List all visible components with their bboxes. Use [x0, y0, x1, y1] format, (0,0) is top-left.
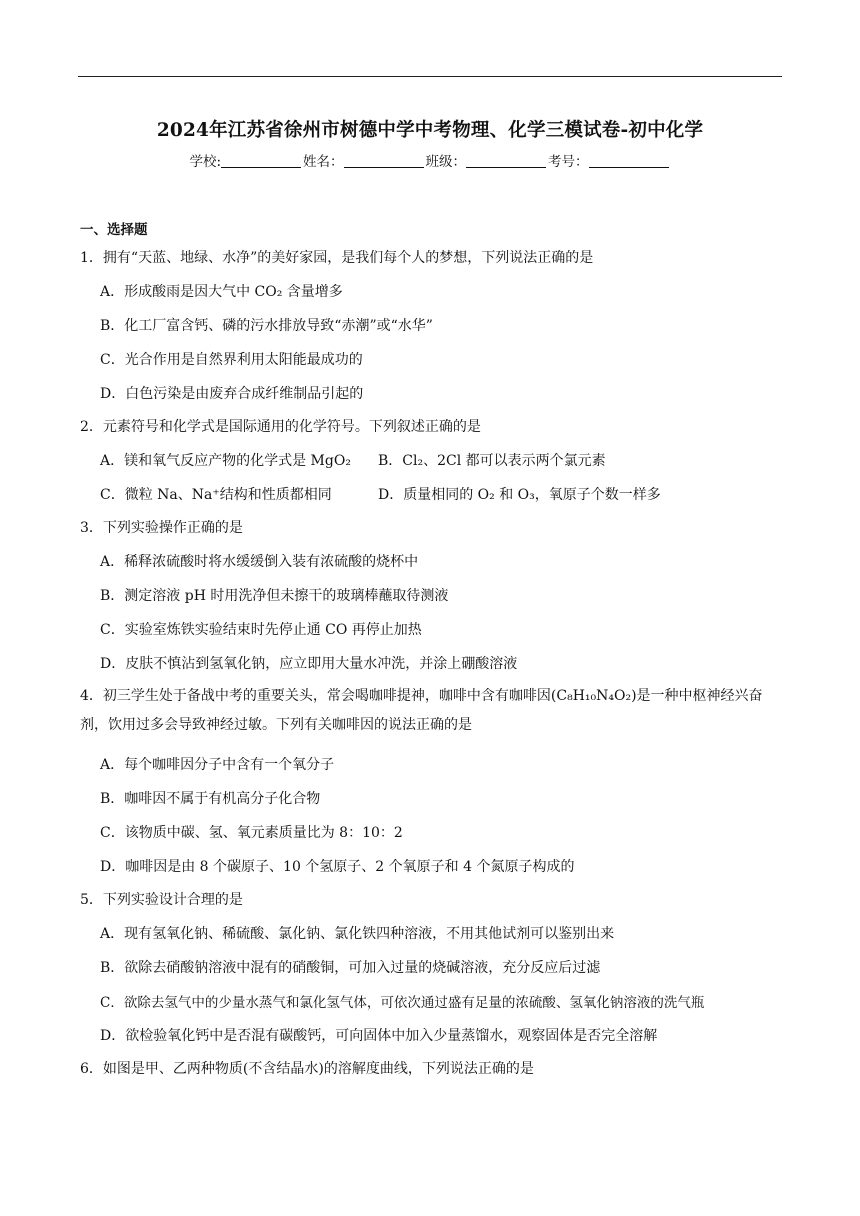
header-rule	[78, 76, 782, 77]
question-3-stem: 3．下列实验操作正确的是	[80, 520, 243, 536]
question-2-option-b: B．Cl₂、2Cl 都可以表示两个氯元素	[378, 453, 606, 469]
question-3-option-c: C．实验室炼铁实验结束时先停止通 CO 再停止加热	[100, 622, 422, 638]
name-label: 姓名：	[303, 154, 344, 170]
question-4-option-c: C．该物质中碳、氢、氧元素质量比为 8：10：2	[100, 825, 403, 841]
question-4-option-d: D．咖啡因是由 8 个碳原子、10 个氢原子、2 个氧原子和 4 个氮原子构成的	[100, 859, 575, 875]
class-label: 班级：	[425, 154, 467, 170]
school-blank	[221, 153, 301, 168]
question-1-option-b: B．化工厂富含钙、磷的污水排放导致“赤潮”或“水华”	[100, 318, 433, 334]
exam-no-label: 考号：	[548, 154, 589, 170]
exam-title: 2024年江苏省徐州市树德中学中考物理、化学三模试卷-初中化学	[156, 120, 704, 141]
question-5-option-c: C．欲除去氢气中的少量水蒸气和氯化氢气体，可依次通过盛有足量的浓硫酸、氢氧化钠溶液的洗气瓶	[100, 995, 705, 1011]
question-5-option-d: D．欲检验氧化钙中是否混有碳酸钙，可向固体中加入少量蒸馏水，观察固体是否完全溶解	[100, 1028, 658, 1044]
question-2-option-d: D．质量相同的 O₂ 和 O₃，氧原子个数一样多	[378, 487, 661, 503]
class-blank	[466, 153, 546, 168]
question-1-stem: 1．拥有“天蓝、地绿、水净”的美好家园，是我们每个人的梦想，下列说法正确的是	[80, 250, 594, 266]
question-4-option-a: A．每个咖啡因分子中含有一个氧分子	[100, 757, 335, 773]
question-3-option-d: D．皮肤不慎沾到氢氧化钠，应立即用大量水冲洗，并涂上硼酸溶液	[100, 656, 518, 672]
name-blank	[344, 153, 424, 168]
question-2-option-a: A．镁和氧气反应产物的化学式是 MgO₂	[100, 453, 351, 469]
question-4-stem: 4．初三学生处于备战中考的重要关头，常会喝咖啡提神，咖啡中含有咖啡因(C₈H₁₀N₄O₂)是一种中枢神经兴奋剂，饮用过多会导致神经过敏。下列有关咖啡因的说法正确的是	[80, 688, 763, 733]
question-1-option-d: D．白色污染是由废弃合成纤维制品引起的	[100, 386, 364, 402]
school-label: 学校:	[189, 154, 222, 170]
student-info-line	[0, 150, 860, 170]
question-1-option-a: A．形成酸雨是因大气中 CO₂ 含量增多	[100, 284, 343, 300]
question-6-stem: 6．如图是甲、乙两种物质(不含结晶水)的溶解度曲线，下列说法正确的是	[80, 1061, 534, 1077]
question-1-option-c: C．光合作用是自然界利用太阳能最成功的	[100, 352, 363, 368]
section-title: 一、选择题	[80, 222, 148, 238]
question-5-option-b: B．欲除去硝酸钠溶液中混有的硝酸铜，可加入过量的烧碱溶液，充分反应后过滤	[100, 960, 601, 976]
question-4-option-b: B．咖啡因不属于有机高分子化合物	[100, 791, 321, 807]
question-5-option-a: A．现有氢氧化钠、稀硫酸、氯化钠、氯化铁四种溶液，不用其他试剂可以鉴别出来	[100, 926, 615, 942]
question-3-option-b: B．测定溶液 pH 时用洗净但未擦干的玻璃棒蘸取待测液	[100, 588, 449, 604]
question-2-stem: 2．元素符号和化学式是国际通用的化学符号。下列叙述正确的是	[80, 419, 481, 435]
exam-no-blank	[589, 153, 669, 168]
question-2-option-c: C．微粒 Na、Na⁺结构和性质都相同	[100, 487, 332, 503]
question-3-option-a: A．稀释浓硫酸时将水缓缓倒入装有浓硫酸的烧杯中	[100, 554, 419, 570]
question-5-stem: 5．下列实验设计合理的是	[80, 892, 243, 908]
